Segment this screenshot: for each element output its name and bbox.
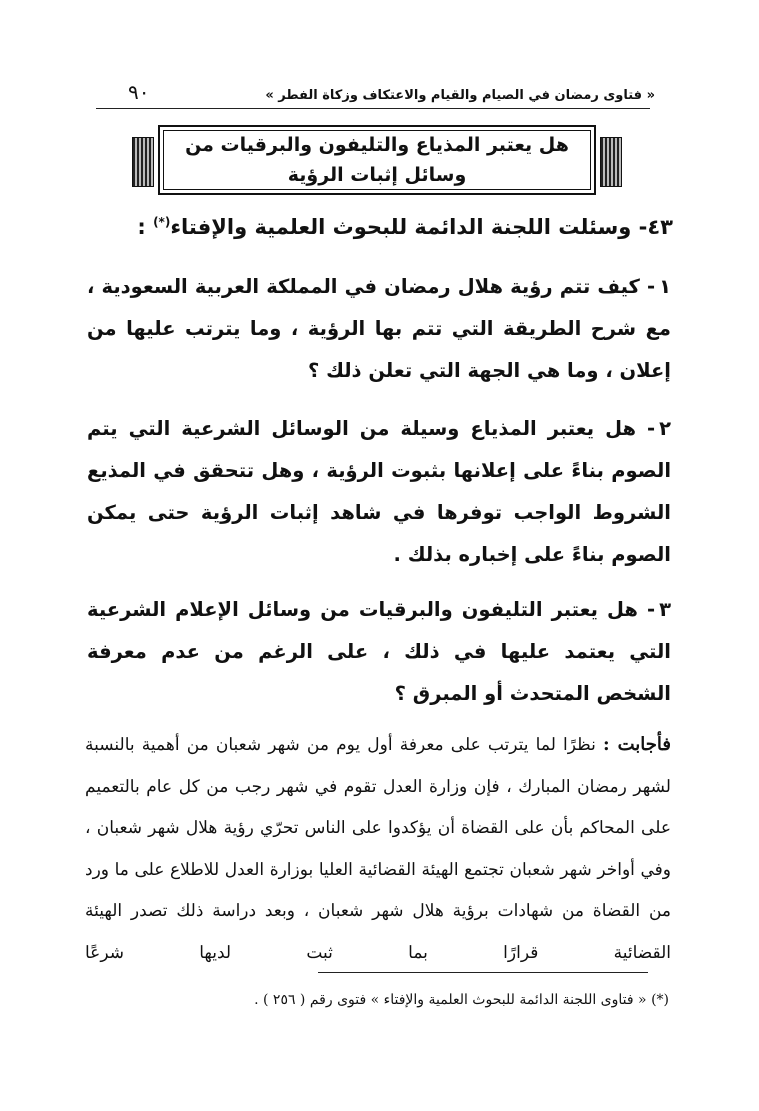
question-number: ٤٣: [647, 215, 673, 239]
question-heading: [93, 215, 673, 239]
sub-question-1: [87, 266, 671, 392]
page-number: ٩٠: [128, 80, 150, 104]
answer-paragraph: [85, 724, 671, 974]
section-title-box: [158, 125, 596, 195]
section-title-frame: [132, 125, 622, 195]
sub-question-2: [87, 408, 671, 576]
footnote-text: « فتاوى اللجنة الدائمة للبحوث العلمية والإفتاء » فتوى رقم ( ٢٥٦ ) .: [254, 992, 652, 1008]
section-title-line-2: وسائل إثبات الرؤية: [287, 164, 467, 186]
question-colon: :: [137, 215, 154, 239]
sub-question-number: ١: [659, 275, 671, 298]
footnote: [89, 992, 669, 1008]
frame-ornament-right: [600, 137, 622, 187]
sub-question-3: [87, 589, 671, 715]
section-title-line-1: هل يعتبر المذياع والتليفون والبرقيات من: [185, 134, 569, 156]
sub-question-number: ٢: [659, 417, 671, 440]
answer-text: نظرًا لما يترتب على معرفة أول يوم من شهر شعبان من أهمية بالنسبة لشهر رمضان المبارك ، فإن وزارة العدل تقوم في شهر رجب من كل عام بالتعميم على المحاكم بأن على القضاة أن يؤكدوا على الناس تحرّي رؤية هلال شهر شعبان ، وفي أواخر شهر شعبان تجتمع الهيئة القضائية العليا بوزارة العدل للاطلاع على ما ورد من القضاة من شهادات برؤية هلال شهر شعبان ، وبعد دراسة ذلك تصدر الهيئة القضائية قرارًا بما ثبت لديها شرعًا: [85, 735, 671, 963]
sub-question-text: - هل يعتبر المذياع وسيلة من الوسائل الشرعية التي يتم الصوم بناءً على إعلانها بثبوت الرؤية ، وهل تتحقق في المذيع الشروط الواجب توفرها في شاهد إثبات الرؤية حتى يمكن الصوم بناءً على إخباره بذلك .: [87, 417, 671, 566]
frame-ornament-left: [132, 137, 154, 187]
sub-question-text: - كيف تتم رؤية هلال رمضان في المملكة العربية السعودية ، مع شرح الطريقة التي تتم بها الرؤية ، وما يترتب عليها من إعلان ، وما هي الجهة التي تعلن ذلك ؟: [87, 275, 671, 382]
sub-question-number: ٣: [659, 598, 671, 621]
header-divider: [96, 108, 650, 109]
answer-lead: فأجابت :: [602, 734, 671, 755]
footnote-divider: [318, 972, 648, 973]
sub-question-text: - هل يعتبر التليفون والبرقيات من وسائل الإعلام الشرعية التي يعتمد عليها في ذلك ، على الرغم من عدم معرفة الشخص المتحدث أو المبرق ؟: [87, 598, 671, 705]
footnote-mark: (*): [651, 992, 669, 1008]
running-header-title: « فتاوى رمضان في الصيام والقيام والاعتكاف وزكاة الفطر »: [265, 88, 655, 103]
question-footnote-mark: (*): [153, 215, 171, 229]
question-text: - وسئلت اللجنة الدائمة للبحوث العلمية والإفتاء: [170, 215, 648, 239]
